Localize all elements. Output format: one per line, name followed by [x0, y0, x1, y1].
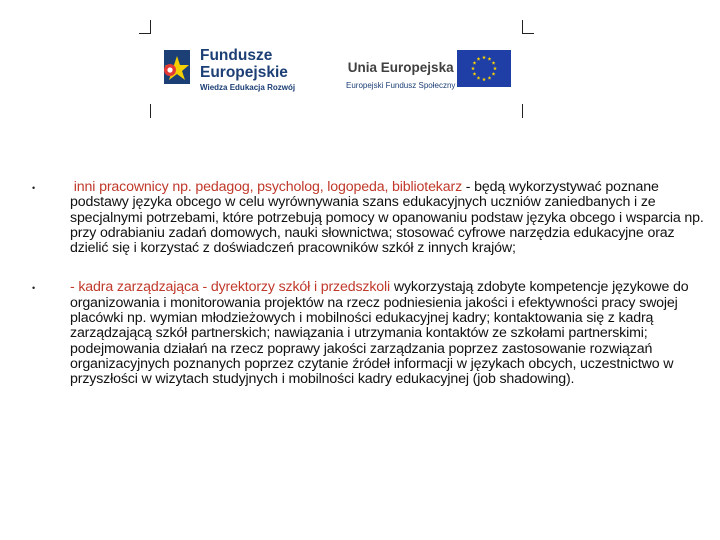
bullet-marker: • — [32, 183, 36, 193]
eu-flag-icon — [457, 50, 511, 87]
bullet-marker: • — [32, 283, 36, 294]
logo-bar — [150, 30, 520, 110]
bullet-highlight: - kadra zarządzająca - dyrektorzy szkół i przedszkoli — [70, 279, 391, 296]
bullet-list — [32, 180, 712, 388]
list-item — [32, 180, 712, 256]
list-item — [32, 280, 712, 387]
fundusze-line1: Fundusze — [200, 47, 273, 64]
crop-mark-tr-h — [522, 33, 534, 34]
fundusze-europejskie-star-logo — [156, 44, 198, 90]
crop-mark-br-v — [522, 104, 523, 118]
unia-title: Unia Europejska — [347, 60, 454, 75]
bullet-highlight: inni pracownicy np. pedagog, psycholog, logopeda, bibliotekarz — [73, 179, 463, 195]
crop-mark-tr-v — [522, 20, 523, 34]
unia-europejska-wordmark — [346, 60, 455, 90]
fundusze-europejskie-wordmark — [200, 48, 295, 92]
fundusze-line2: Europejskie — [200, 63, 288, 81]
bullet-body: wykorzystają zdobyte kompetencje językowe do organizowania i monitorowania projektów na rzecz podniesienia jakości i efektywności pracy swojej placówki np. wymian młodzieżowych i mobilności edukacyjnej kadry; kontaktowania się z kadrą zarządzającą szkół partnerskich; nawiązania i utrzymania kontaktów ze szkołami partnerskimi; podejmowania działań na rzecz poprawy jakości zarządzania poprzez zastosowanie rozwiązań organizacyjnych poznanych poprzez czytanie źródeł informacji w językach obcych, uczestnictwo w przyszłości w wizytach studyjnych i mobilności kadry edukacyjnej (job shadowing). — [70, 279, 689, 388]
unia-subtitle: Europejski Fundusz Społeczny — [346, 81, 456, 90]
bullet-body: - będą wykorzystywać poznane podstawy języka obcego w celu wyrównywania szans edukacyjnych uczniów zaniedbanych i ze specjalnymi potrzebami, które potrzebują pomocy w opanowaniu podstaw języka obcego i wsparcia np. przy odrabianiu zadań domowych, nauki słownictwa; stosować cyfrowe narzędzia edukacyjne oraz dzielić się i korzystać z doświadczeń pracowników szkół z innych krajów; — [70, 179, 704, 257]
fundusze-tagline: Wiedza Edukacja Rozwój — [200, 83, 296, 92]
